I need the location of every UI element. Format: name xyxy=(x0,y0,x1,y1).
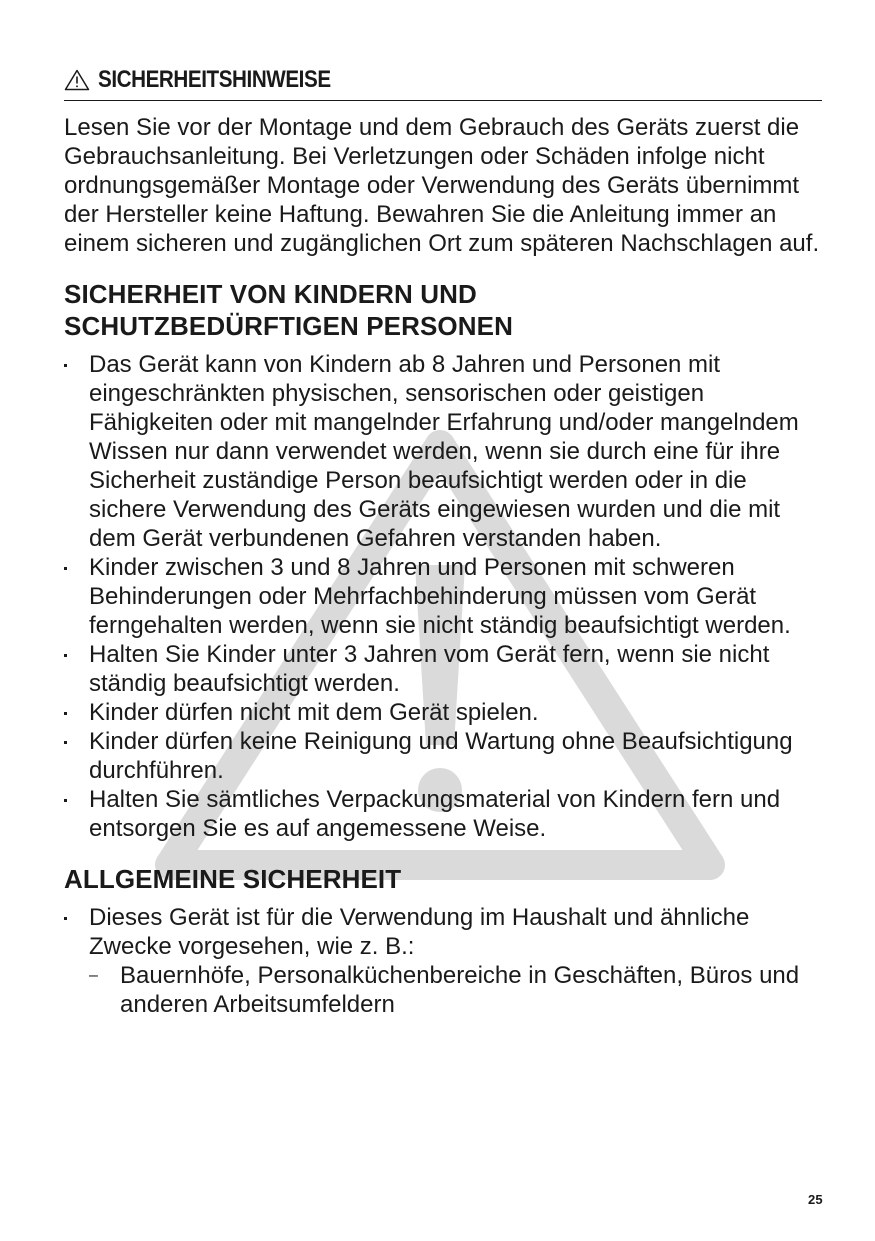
children-safety-heading-line1: SICHERHEIT VON KINDERN UND xyxy=(64,279,477,309)
bullet-icon xyxy=(64,799,67,802)
list-item-text: Das Gerät kann von Kindern ab 8 Jahren und Personen mit eingeschränkten physischen, sensorischen oder geistigen Fähigkeiten oder mit mangelnder Erfahrung und/oder mangelndem Wissen nur dann verwendet werden, wenn sie durch eine für ihre Sicherheit zuständige Person beaufsichtigt werden oder in die sichere Verwendung des Geräts eingewiesen wurden und die mit dem Gerät verbundenen Gefahren verstanden haben. xyxy=(89,351,799,552)
sub-list xyxy=(89,961,822,1019)
bullet-icon xyxy=(64,364,67,367)
list-item xyxy=(64,350,822,553)
bullet-icon xyxy=(64,917,67,920)
children-safety-list xyxy=(64,350,822,843)
bullet-icon xyxy=(64,741,67,744)
warning-triangle-icon xyxy=(64,69,90,91)
children-safety-heading-line2: SCHUTZBEDÜRFTIGEN PERSONEN xyxy=(64,311,513,341)
bullet-icon xyxy=(64,712,67,715)
document-page xyxy=(64,66,822,1019)
list-item-text: Dieses Gerät ist für die Verwendung im Haushalt und ähnliche Zwecke vorgesehen, wie z. B.: xyxy=(89,904,750,960)
list-item-text: Kinder zwischen 3 und 8 Jahren und Personen mit schweren Behinderungen oder Mehrfachbehinderung müssen vom Gerät ferngehalten werden, wenn sie nicht ständig beaufsichtigt werden. xyxy=(89,554,791,639)
children-safety-heading xyxy=(64,278,822,342)
list-item xyxy=(64,640,822,698)
bullet-icon xyxy=(64,654,67,657)
list-item xyxy=(64,553,822,640)
list-item xyxy=(64,727,822,785)
sub-list-item xyxy=(89,961,822,1019)
section-title: SICHERHEITSHINWEISE xyxy=(98,66,331,93)
dash-icon: – xyxy=(89,967,98,984)
list-item-text: Kinder dürfen keine Reinigung und Wartung ohne Beaufsichtigung durchführen. xyxy=(89,728,793,784)
bullet-icon xyxy=(64,567,67,570)
general-safety-heading: ALLGEMEINE SICHERHEIT xyxy=(64,864,402,894)
list-item-text: Kinder dürfen nicht mit dem Gerät spielen. xyxy=(89,699,539,726)
list-item-text: Halten Sie Kinder unter 3 Jahren vom Gerät fern, wenn sie nicht ständig beaufsichtigt werden. xyxy=(89,641,770,697)
list-item xyxy=(64,903,822,1019)
list-item xyxy=(64,698,822,727)
intro-paragraph: Lesen Sie vor der Montage und dem Gebrauch des Geräts zuerst die Gebrauchsanleitung. Bei Verletzungen oder Schäden infolge nicht ordnungsgemäßer Montage oder Verwendung des Geräts übernimmt der Hersteller keine Haftung. Bewahren Sie die Anleitung immer an einem sicheren und zugänglichen Ort zum späteren Nachschlagen auf. xyxy=(64,114,820,257)
list-item-text: Halten Sie sämtliches Verpackungsmaterial von Kindern fern und entsorgen Sie es auf angemessene Weise. xyxy=(89,786,781,842)
sub-list-item-text: Bauernhöfe, Personalküchenbereiche in Geschäften, Büros und anderen Arbeitsumfeldern xyxy=(120,962,800,1018)
section-header xyxy=(64,66,822,101)
general-safety-list xyxy=(64,903,822,1019)
page-number: 25 xyxy=(808,1192,823,1207)
list-item xyxy=(64,785,822,843)
